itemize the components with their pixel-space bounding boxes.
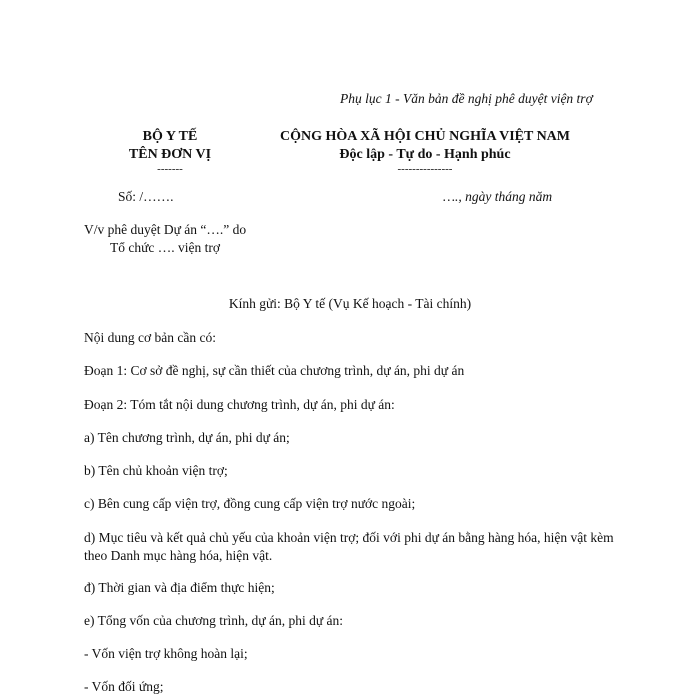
- issuing-organization: [100, 128, 240, 174]
- document-number: Số: /…….: [118, 189, 174, 204]
- subject-line-2: Tổ chức …. viện trợ: [110, 240, 221, 255]
- unit-name: TÊN ĐƠN VỊ: [128, 147, 212, 162]
- subject-line-1: V/v phê duyệt Dự án “….” do: [84, 222, 247, 237]
- item-dd: đ) Thời gian và địa điểm thực hiện;: [84, 580, 275, 595]
- nation-name: CỘNG HÒA XÃ HỘI CHỦ NGHĨA VIỆT NAM: [279, 129, 570, 144]
- item-a: a) Tên chương trình, dự án, phi dự án;: [84, 430, 290, 445]
- paragraph-1: Đoạn 1: Cơ sở đề nghị, sự cần thiết của chương trình, dự án, phi dự án: [84, 363, 465, 378]
- annex-title: Phụ lục 1 - Văn bản đề nghị phê duyệt viện trợ: [340, 91, 593, 106]
- item-b: b) Tên chủ khoản viện trợ;: [84, 463, 228, 478]
- motto-divider: ---------------: [397, 163, 453, 175]
- paragraph-2: Đoạn 2: Tóm tắt nội dung chương trình, dự án, phi dự án:: [84, 397, 395, 412]
- item-e-grant: - Vốn viện trợ không hoàn lại;: [84, 646, 248, 661]
- document-date: …., ngày tháng năm: [443, 189, 553, 204]
- recipient-line: Kính gửi: Bộ Y tế (Vụ Kế hoạch - Tài chính): [228, 296, 472, 311]
- ministry-name: BỘ Y TẾ: [142, 129, 198, 144]
- item-c: c) Bên cung cấp viện trợ, đồng cung cấp viện trợ nước ngoài;: [84, 496, 416, 511]
- item-e-counterpart: - Vốn đối ứng;: [84, 679, 164, 694]
- national-motto: Độc lập - Tự do - Hạnh phúc: [339, 147, 511, 162]
- body-intro: Nội dung cơ bản cần có:: [84, 330, 216, 345]
- item-e: e) Tổng vốn của chương trình, dự án, phi dự án:: [84, 613, 344, 628]
- org-divider: -------: [157, 163, 183, 175]
- item-d: d) Mục tiêu và kết quả chủ yếu của khoản viện trợ; đối với phi dự án bằng hàng hóa, hiện vật kèm theo Danh mục hàng hóa, hiện vật.: [84, 530, 614, 563]
- national-heading: [255, 128, 595, 174]
